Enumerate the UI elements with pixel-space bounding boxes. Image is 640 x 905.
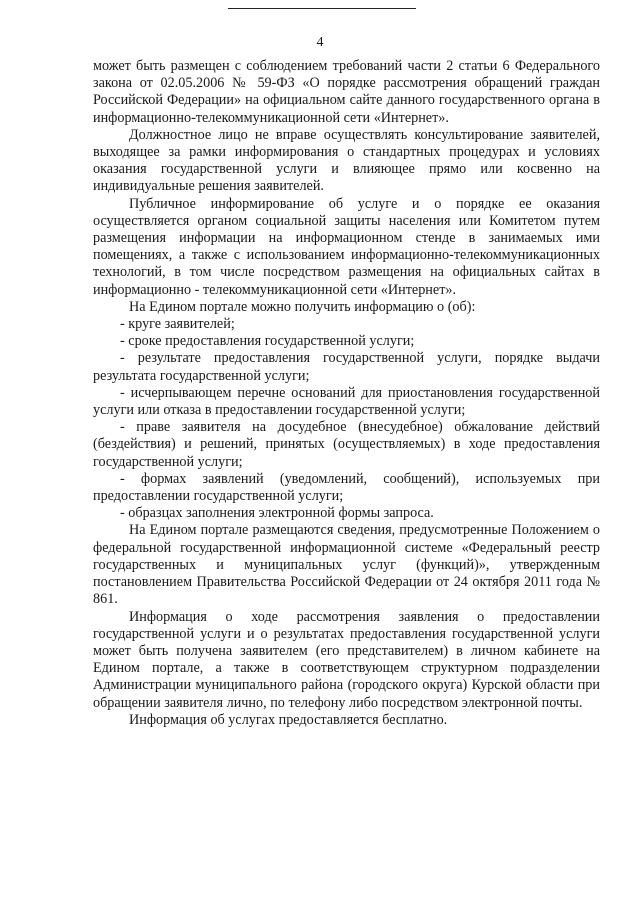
page-number: 4 — [316, 35, 324, 50]
paragraph-free-of-charge: Информация об услугах предоставляется бесплатно. — [129, 711, 448, 728]
list-item: - сроке предоставления государственной услуги; — [120, 333, 415, 350]
list-item: - формах заявлений (уведомлений, сообщений), используемых при предоставлении государственной услуги; — [93, 470, 600, 505]
paragraph-public-informing: Публичное информирование об услуге и о порядке ее оказания осуществляется органом социальной защиты населения или Комитетом путем размещения информации на информационном стенде в занимаемых ими помещениях, а также с использованием информационно-телекоммуникационных технологий, в том числе посредством размещения на официальных сайтах в информационно - телекоммуникационной сети «Интернет». — [93, 195, 600, 298]
paragraph-portal-registry: На Едином портале размещаются сведения, предусмотренные Положением о федеральной государственной информационной системе «Федеральный реестр государственных и муниципальных услуг (функций)», утвержденным постановлением Правительства Российской Федерации от 24 октября 2011 года № 861. — [93, 522, 600, 608]
list-item: - исчерпывающем перечне оснований для приостановления государственной услуги или отказа в предоставлении государственной услуги; — [93, 384, 600, 419]
paragraph-continuation: может быть размещен с соблюдением требований части 2 статьи 6 Федерального закона от 02.05.2006 № 59-ФЗ «О порядке рассмотрения обращений граждан Российской Федерации» на официальном сайте данного государственного органа в информационно-телекоммуникационной сети «Интернет». — [93, 58, 600, 126]
paragraph-portal-info-intro: На Едином портале можно получить информацию о (об): — [129, 298, 476, 315]
paragraph-application-status: Информация о ходе рассмотрения заявления о предоставлении государственной услуги и о результатах предоставления государственной услуги может быть получена заявителем (его представителем) в личном кабинете на Едином портале, а также в соответствующем структурном подразделении Администрации муниципального района (городского округа) Курской области при обращении заявителя лично, по телефону либо посредством электронной почты. — [93, 608, 600, 711]
top-rule — [228, 8, 416, 9]
list-item: - праве заявителя на досудебное (внесудебное) обжалование действий (бездействия) и решений, принятых (осуществляемых) в ходе предоставления государственной услуги; — [93, 419, 600, 470]
paragraph-consultation-limits: Должностное лицо не вправе осуществлять консультирование заявителей, выходящее за рамки информирования о стандартных процедурах и условиях оказания государственной услуги и влияющее прямо или косвенно на индивидуальные решения заявителей. — [93, 126, 600, 195]
document-body — [93, 58, 600, 729]
list-item: - образцах заполнения электронной формы запроса. — [120, 505, 434, 522]
list-item: - результате предоставления государственной услуги, порядке выдачи результата государственной услуги; — [93, 350, 600, 384]
list-item: - круге заявителей; — [120, 316, 235, 333]
